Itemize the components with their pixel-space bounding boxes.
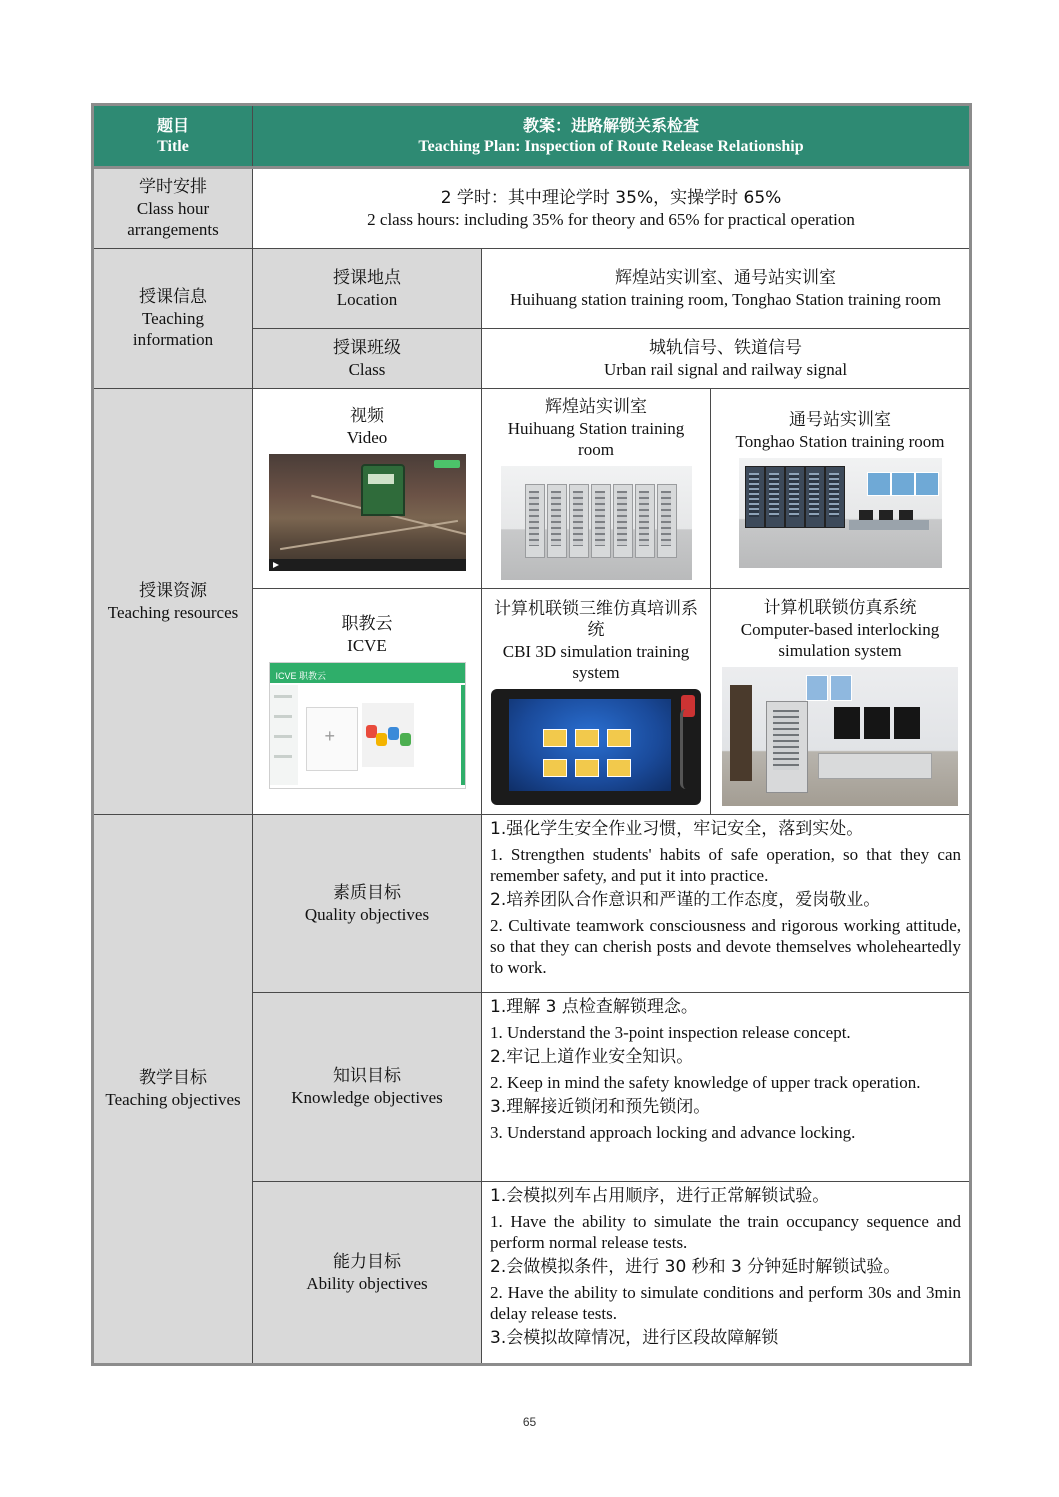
train-image [361,464,405,516]
knowledge-objectives-content [482,993,971,1182]
resources-label-cn: 授课资源 [139,580,207,601]
header-title-cn: 题目 [156,116,189,135]
huihuang-room-photo [501,466,692,580]
header-plan-title [253,105,971,168]
quality-item: 1. Strengthen students' habits of safe operation, so that they can remember safety, and put it into practice. [490,845,961,885]
location-value [482,249,971,329]
class-value-en: Urban rail signal and railway signal [603,359,848,379]
teaching-info-label-en: Teaching information [132,309,214,349]
quality-objectives-content [482,815,971,993]
knowledge-item: 3.理解接近锁闭和预先锁闭。 [490,1097,711,1117]
icve-brand: ICVE 职教云 [275,671,327,681]
class-hours-label-en: Class hour arrangements [127,199,219,239]
knowledge-label-cn: 知识目标 [333,1066,401,1086]
ability-objectives-label [253,1182,482,1365]
teaching-info-label [93,249,253,389]
knowledge-label-en: Knowledge objectives [291,1088,443,1107]
class-hours-label-cn: 学时安排 [139,177,207,197]
add-course-card [306,707,358,771]
knowledge-item: 2.牢记上道作业安全知识。 [490,1047,694,1067]
page-number: 65 [522,1415,537,1429]
cbi-3d-label-cn: 计算机联锁三维仿真培训系统 [494,598,698,640]
resources-label-en: Teaching resources [107,602,239,622]
cbi-3d-label-en: CBI 3D simulation training system [502,641,690,682]
class-hours-value [253,168,971,249]
plan-title-en: Teaching Plan: Inspection of Route Release Relationship [418,138,804,155]
video-label-en: Video [346,428,388,447]
teaching-plan-table [91,103,972,1366]
tonghao-room-photo [739,458,942,568]
knowledge-objectives-label [253,993,482,1182]
cbi-3d-tablet-photo [491,689,701,805]
class-value-cn: 城轨信号、铁道信号 [649,337,802,358]
header-row [93,105,971,168]
resources-label [93,389,253,815]
video-logo-icon [434,460,460,468]
video-cell [253,389,482,589]
class-value [482,329,971,389]
tonghao-room-cell [711,389,971,589]
class-hours-row [93,168,971,249]
quality-objectives-row [93,815,971,993]
location-row [93,249,971,329]
knowledge-item: 1. Understand the 3-point inspection release concept. [490,1023,851,1042]
quality-label-en: Quality objectives [304,904,430,924]
objectives-label-en: Teaching objectives [105,1090,241,1109]
objectives-label [93,815,253,1365]
teaching-info-label-cn: 授课信息 [139,287,207,307]
class-label [253,329,482,389]
quality-label-cn: 素质目标 [333,882,401,903]
class-label-en: Class [348,359,386,379]
alphabet-image [362,703,414,767]
icve-label-cn: 职教云 [341,614,393,634]
knowledge-item: 3. Understand approach locking and advance locking. [490,1123,856,1142]
quality-objectives-label [253,815,482,993]
knowledge-item: 2. Keep in mind the safety knowledge of upper track operation. [490,1073,921,1092]
location-label [253,249,482,329]
objectives-label-cn: 教学目标 [139,1068,207,1088]
tonghao-label-en: Tonghao Station training room [735,431,945,451]
location-label-en: Location [336,289,398,309]
quality-item: 2.培养团队合作意识和严谨的工作态度，爱岗敬业。 [490,890,881,910]
icve-cell [253,589,482,815]
video-thumbnail[interactable] [269,454,466,571]
interlocking-sim-photo [722,667,958,806]
ability-item: 2. Have the ability to simulate conditions and perform 30s and 3min delay release tests. [490,1283,961,1323]
location-label-cn: 授课地点 [333,267,401,288]
tonghao-label-cn: 通号站实训室 [789,409,891,430]
location-value-en: Huihuang station training room, Tonghao Station training room [509,289,941,309]
icve-screenshot [269,662,466,789]
class-label-cn: 授课班级 [333,337,401,358]
ability-item: 2.会做模拟条件，进行 30 秒和 3 分钟延时解锁试验。 [490,1257,901,1277]
class-hours-label [93,168,253,249]
cbi-3d-cell [482,589,711,815]
ability-item: 1.会模拟列车占用顺序，进行正常解锁试验。 [490,1186,830,1206]
sim-label-cn: 计算机联锁仿真系统 [763,597,917,618]
ability-label-en: Ability objectives [306,1273,428,1293]
ability-item: 1. Have the ability to simulate the train occupancy sequence and perform normal release tests. [490,1212,961,1252]
quality-item: 2. Cultivate teamwork consciousness and rigorous working attitude, so that they can cherish posts and devote themselves wholeheartedly to work. [490,916,961,977]
ability-objectives-content [482,1182,971,1365]
quality-item: 1.强化学生安全作业习惯，牢记安全，落到实处。 [490,819,864,839]
location-value-cn: 辉煌站实训室、通号站实训室 [615,267,836,288]
class-hours-value-en: 2 class hours: including 35% for theory and 65% for practical operation [367,209,855,229]
video-label-cn: 视频 [350,406,384,426]
icve-label-en: ICVE [347,636,387,655]
huihuang-label-cn: 辉煌站实训室 [545,397,647,417]
huihuang-room-cell [482,389,711,589]
header-title-en: Title [157,138,189,155]
ability-item: 3.会模拟故障情况，进行区段故障解锁 [490,1328,779,1348]
header-title-label [93,105,253,168]
knowledge-item: 1.理解 3 点检查解锁理念。 [490,997,698,1017]
video-play-bar[interactable] [269,559,466,571]
class-hours-value-cn: 2 学时：其中理论学时 35%，实操学时 65% [440,187,782,208]
ability-label-cn: 能力目标 [333,1251,401,1272]
resources-row-1 [93,389,971,589]
plan-title-cn: 教案：进路解锁关系检查 [522,116,699,135]
interlocking-sim-cell [711,589,971,815]
huihuang-label-en: Huihuang Station training room [507,419,685,459]
sim-label-en: Computer-based interlocking simulation system [740,619,940,660]
